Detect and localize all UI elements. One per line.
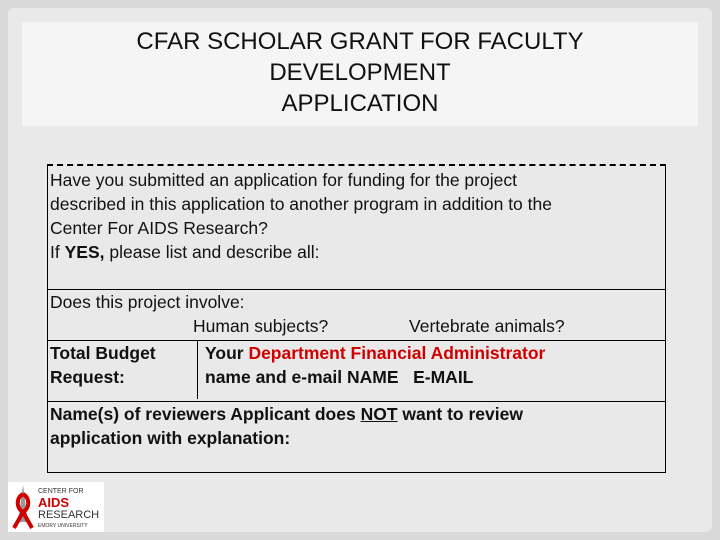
title-line: DEVELOPMENT	[269, 59, 451, 86]
text: YES,	[64, 242, 105, 262]
logo-text: AIDS	[38, 495, 70, 510]
text: If	[50, 242, 65, 262]
text: Does this project involve:	[50, 292, 245, 312]
title-line: CFAR SCHOLAR GRANT FOR FACULTY	[136, 28, 584, 55]
text: described in this application to another program in addition to the	[50, 194, 552, 214]
page-title	[22, 22, 698, 126]
text: Name(s) of reviewers Applicant does	[50, 404, 361, 424]
budget-cell	[48, 341, 198, 399]
red-ribbon-icon	[8, 482, 38, 532]
admin-cell	[205, 341, 545, 389]
text: NOT	[360, 404, 398, 424]
text: name and e-mail NAME E-MAIL	[205, 367, 474, 387]
human-subjects-label: Human subjects?	[193, 316, 329, 336]
application-form-table	[47, 164, 666, 473]
budget-admin-row	[48, 340, 665, 402]
text	[50, 240, 665, 264]
text: Request:	[50, 367, 125, 387]
logo-text: RESEARCH	[38, 509, 100, 521]
vertebrate-animals-label: Vertebrate animals?	[409, 316, 565, 336]
logo-text: CENTER FOR	[38, 488, 84, 495]
text: Total Budget	[50, 343, 156, 363]
text: want to review	[397, 404, 523, 424]
title-line: APPLICATION	[281, 90, 439, 117]
text: application with explanation:	[50, 428, 291, 448]
prior-funding-question	[48, 168, 665, 290]
text: Your	[205, 343, 249, 363]
project-involvement-question	[48, 290, 665, 341]
text: Department Financial Administrator	[248, 343, 546, 363]
text: please list and describe all:	[104, 242, 320, 262]
text: Have you submitted an application for funding for the project	[50, 170, 517, 190]
reviewers-question	[50, 402, 523, 450]
cfar-logo	[8, 482, 104, 532]
logo-text: EMORY UNIVERSITY	[38, 523, 88, 529]
text: Center For AIDS Research?	[50, 218, 268, 238]
